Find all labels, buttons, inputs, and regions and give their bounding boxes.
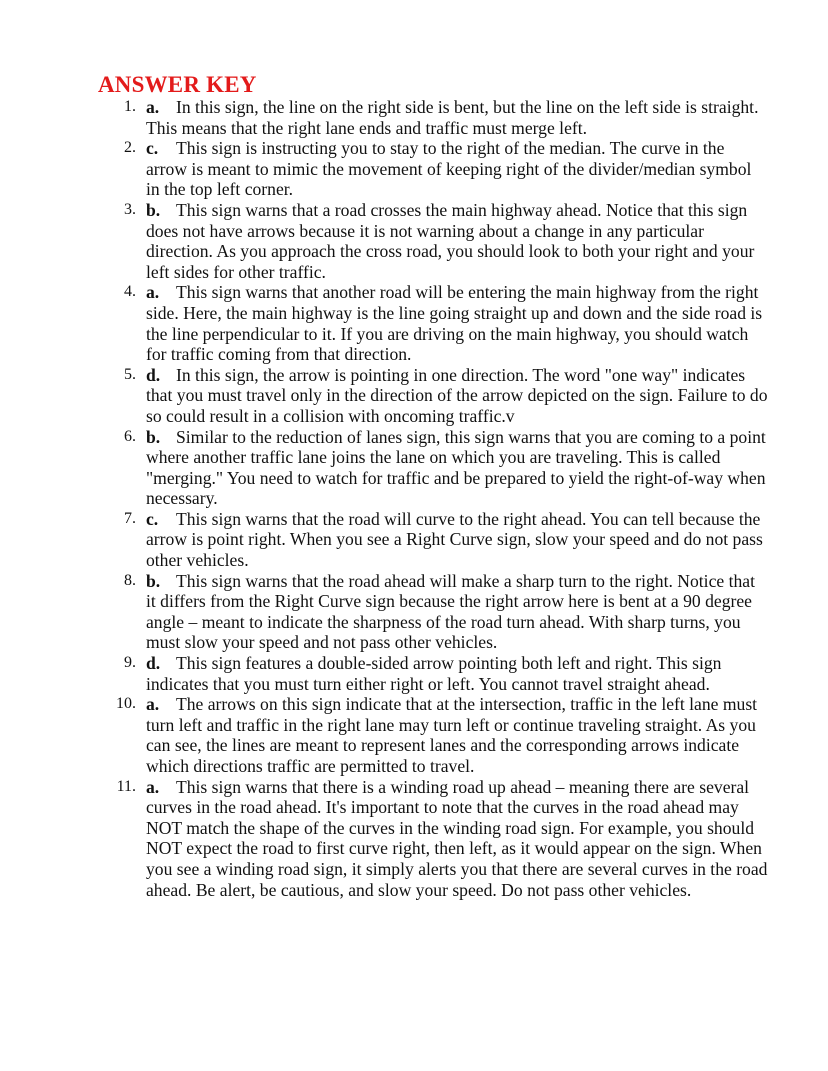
answer-explanation: The arrows on this sign indicate that at the intersection, traffic in the left lane must turn left and traffic in the right lane may turn left or continue traveling straight. As you can see, the lines are meant to represent lanes and the corresponding arrows indicate which directions traffic are permitted to travel. [146,694,758,776]
answer-explanation: This sign warns that the road ahead will make a sharp turn to the right. Notice that it differs from the Right Curve sign because the right arrow here is bent at a 90 degree angle – meant to indicate the sharpness of the road turn ahead. With sharp turns, you must slow your speed and not pass other vehicles. [146,570,755,653]
page-title: ANSWER KEY [98,72,257,97]
answer-item [0,97,828,138]
answer-number: 5. [124,365,136,383]
answer-item [0,282,828,364]
answer-letter: b. [146,570,161,591]
answer-explanation: This sign features a double-sided arrow pointing both left and right. This sign indicates that you must turn either right or left. You cannot travel straight ahead. [146,653,722,694]
answer-explanation: This sign is instructing you to stay to the right of the median. The curve in the arrow is meant to mimic the movement of keeping right of the divider/median symbol in the top left corner. [146,138,752,200]
answer-item [0,777,828,901]
answer-item [0,427,828,509]
answer-letter: a. [146,694,160,715]
answer-explanation: In this sign, the arrow is pointing in one direction. The word "one way" indicates that you must travel only in the direction of the arrow depicted on the sign. Failure to do so could result in a collision with oncoming traffic.v [146,364,768,426]
answer-number: 11. [116,777,136,795]
answer-number: 6. [124,427,136,445]
answer-number: 7. [124,509,136,527]
answer-letter: a. [146,776,160,797]
answer-letter: d. [146,653,161,674]
answer-item [0,509,828,571]
answer-list [0,97,828,900]
answer-item [0,571,828,653]
answer-letter: a. [146,282,160,303]
answer-number: 8. [124,571,136,589]
answer-explanation: This sign warns that a road crosses the main highway ahead. Notice that this sign does not have arrows because it is not warning about a change in any particular direction. As you approach the cross road, you should look to both your right and your left sides for other traffic. [146,199,755,282]
answer-item [0,365,828,427]
answer-explanation: This sign warns that another road will be entering the main highway from the right side. Here, the main highway is the line going straight up and down and the side road is the line perpendicular to it. If you are driving on the main highway, you should watch for traffic coming from that direction. [146,282,763,365]
answer-number: 10. [116,695,136,713]
answer-number: 9. [124,654,136,672]
answer-item [0,694,828,776]
answer-letter: b. [146,199,161,220]
answer-number: 2. [124,139,136,157]
answer-item [0,200,828,282]
answer-explanation: This sign warns that the road will curve to the right ahead. You can tell because the arrow is point right. When you see a Right Curve sign, slow your speed and do not pass other vehicles. [146,508,763,571]
answer-explanation: In this sign, the line on the right side is bent, but the line on the left side is straight. This means that the right lane ends and traffic must merge left. [146,97,759,138]
answer-letter: a. [146,97,160,117]
answer-item [0,653,828,694]
answer-number: 3. [124,200,136,218]
answer-explanation: This sign warns that there is a winding road up ahead – meaning there are several curves in the road ahead. It's important to note that the curves in the road ahead may NOT match the shape of the curves in the winding road sign. For example, you should NOT expect the road to first curve right, then left, as it would appear on the sign. When you see a winding road sign, it simply alerts you that there are several curves in the road ahead. Be alert, be cautious, and slow your speed. Do not pass other vehicles. [146,776,768,900]
answer-number: 1. [124,98,136,115]
answer-letter: c. [146,508,159,529]
answer-letter: b. [146,426,161,447]
answer-item [0,138,828,200]
answer-letter: d. [146,364,161,385]
answer-explanation: Similar to the reduction of lanes sign, this sign warns that you are coming to a point where another traffic lane joins the lane on which you are traveling. This is called "merging." You need to watch for traffic and be prepared to yield the right-of-way when necessary. [146,426,766,509]
answer-number: 4. [124,283,136,301]
answer-letter: c. [146,138,159,159]
